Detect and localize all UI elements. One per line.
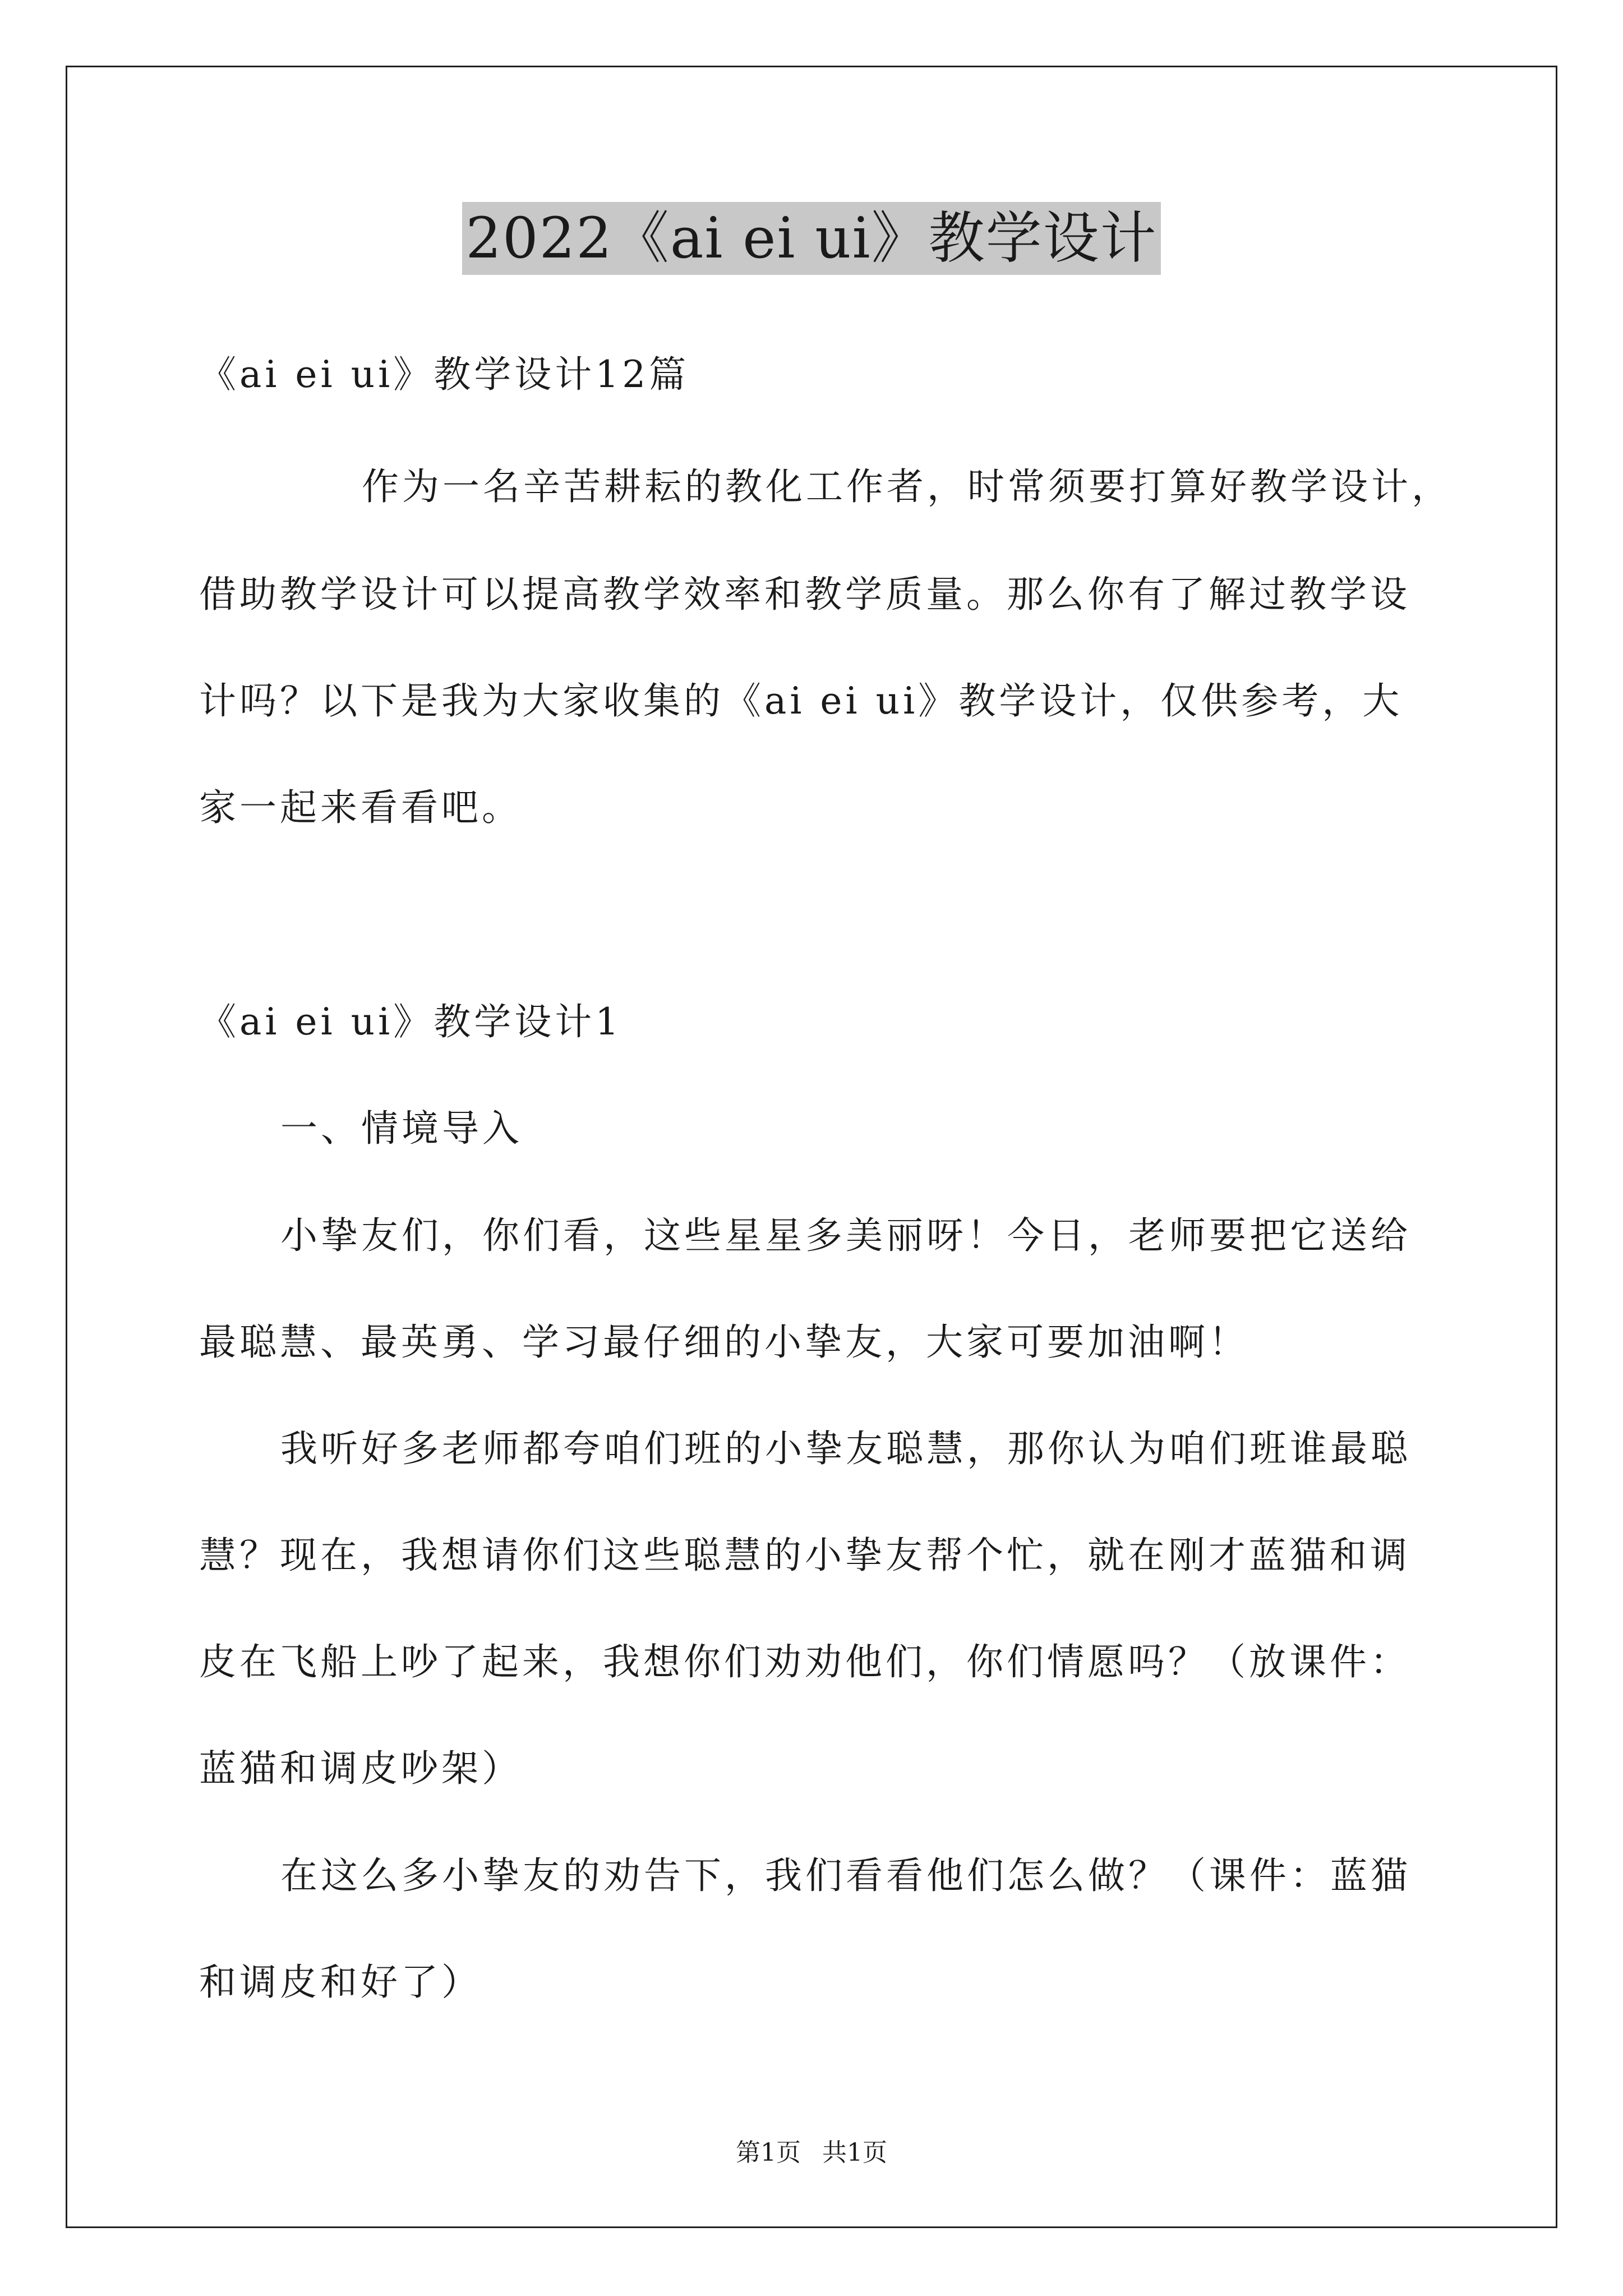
section-heading: 《ai ei ui》教学设计1 <box>199 1000 623 1043</box>
body-line: 慧？现在，我想请你们这些聪慧的小挚友帮个忙，就在刚才蓝猫和调 <box>199 1534 1410 1577</box>
document-title: 2022《ai ei ui》教学设计 <box>462 202 1160 275</box>
page-number: 第1页 <box>736 2138 801 2167</box>
intro-line: 借助教学设计可以提高教学效率和教学质量。那么你有了解过教学设 <box>199 573 1410 616</box>
body-line: 最聪慧、最英勇、学习最仔细的小挚友，大家可要加油啊！ <box>199 1320 1249 1364</box>
step-heading: 一、情境导入 <box>280 1107 523 1150</box>
body-line: 在这么多小挚友的劝告下，我们看看他们怎么做？（课件：蓝猫 <box>280 1854 1411 1897</box>
page-total: 共1页 <box>822 2138 887 2167</box>
body-line: 蓝猫和调皮吵架） <box>199 1747 522 1790</box>
body-line: 皮在飞船上吵了起来，我想你们劝劝他们，你们情愿吗？（放课件： <box>199 1640 1410 1683</box>
body-line: 小挚友们，你们看，这些星星多美丽呀！今日，老师要把它送给 <box>280 1214 1411 1257</box>
intro-line: 计吗？以下是我为大家收集的《ai ei ui》教学设计，仅供参考，大 <box>199 679 1403 723</box>
subtitle: 《ai ei ui》教学设计12篇 <box>199 353 690 396</box>
title-container <box>0 202 1623 275</box>
body-line: 我听好多老师都夸咱们班的小挚友聪慧，那你认为咱们班谁最聪 <box>280 1427 1411 1470</box>
intro-line: 家一起来看看吧。 <box>199 786 522 829</box>
page-footer <box>0 2136 1623 2170</box>
body-line: 和调皮和好了） <box>199 1961 482 2004</box>
intro-line: 作为一名辛苦耕耘的教化工作者，时常须要打算好教学设计， <box>362 465 1452 508</box>
